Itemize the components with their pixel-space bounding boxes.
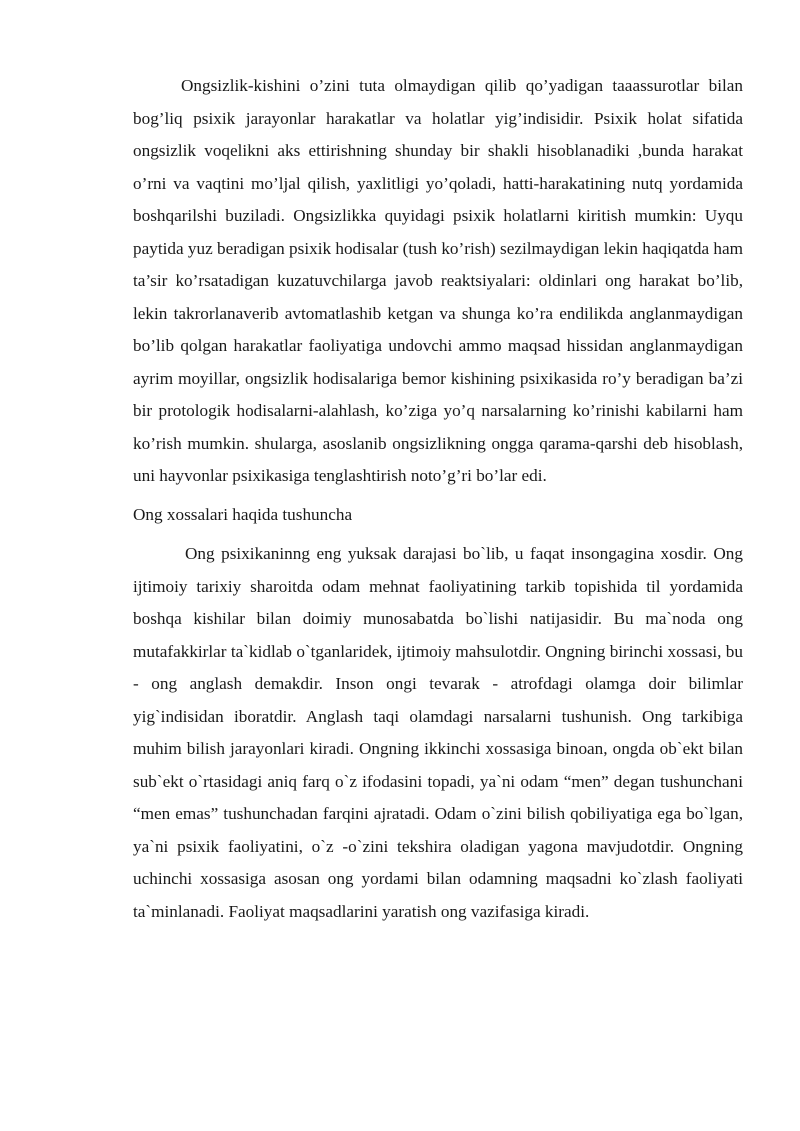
- section-heading: Ong xossalari haqida tushuncha: [133, 504, 353, 524]
- paragraph-unconscious: Ongsizlik-kishini o’zini tuta olmaydigan qilib qo’yadigan taaassurotlar bilan bog’liq psixik jarayonlar harakatlar va holatlar yig’indisidir. Psixik holat sifatida ongsizlik voqelikni aks ettirishning shunday bir shakli hisoblanadiki ,bunda harakat o’rni va vaqtini mo’ljal qilish, yaxlitligi yo’qoladi, hatti-harakatining nutq yordamida boshqarilshi buziladi. Ongsizlikka quyidagi psixik holatlarni kiritish mumkin: Uyqu paytida yuz beradigan psixik hodisalar (tush ko’rish) sezilmaydigan lekin haqiqatda ham ta’sir ko’rsatadigan kuzatuvchilarga javob reaktsiyalari: oldinlari ong harakat bo’lib, lekin takrorlanaverib avtomatlashib ketgan va shunga ko’ra endilikda anglanmaydigan bo’lib qolgan harakatlar faoliyatiga undovchi ammo maqsad hissidan anglanmaydigan ayrim moyillar, ongsizlik hodisalariga bemor kishining psixikasida ro’y beradigan ba’zi bir protologik hodisalarni-alahlash, ko’ziga yo’q narsalarning ko’rinishi kabilarni ham ko’rish mumkin. shularga, asoslanib ongsizlikning ongga qarama-qarshi deb hisoblash, uni hayvonlar psixikasiga tenglashtirish noto’g’ri bo’lar edi.: [133, 76, 743, 485]
- paragraph-consciousness-properties: Ong psixikaninng eng yuksak darajasi bo`lib, u faqat insongagina xosdir. Ong ijtimoiy tarixiy sharoitda odam mehnat faoliyatining tarkib topishida til yordamida boshqa kishilar bilan doimiy munosabatda bo`lishi natijasidir. Bu ma`noda ong mutafakkirlar ta`kidlab o`tganlaridek, ijtimoiy mahsulotdir. Ongning birinchi xossasi, bu - ong anglash demakdir. Inson ongi tevarak - atrofdagi olamga doir bilimlar yig`indisidan iboratdir. Anglash taqi olamdagi narsalarni tushunish. Ong tarkibiga muhim bilish jarayonlari kiradi. Ongning ikkinchi xossasiga binoan, ongda ob`ekt bilan sub`ekt o`rtasidagi aniq farq o`z ifodasini topadi, ya`ni odam “men” degan tushunchani “men emas” tushunchadan farqini ajratadi. Odam o`zini bilish qobiliyatiga ega bo`lgan, ya`ni psixik faoliyatini, o`z -o`zini tekshira oladigan yagona mavjudotdir. Ongning uchinchi xossasiga asosan ong yordami bilan odamning maqsadni ko`zlash faoliyati ta`minlanadi. Faoliyat maqsadlarini yaratish ong vazifasiga kiradi.: [133, 544, 743, 921]
- document-page: [133, 70, 743, 928]
